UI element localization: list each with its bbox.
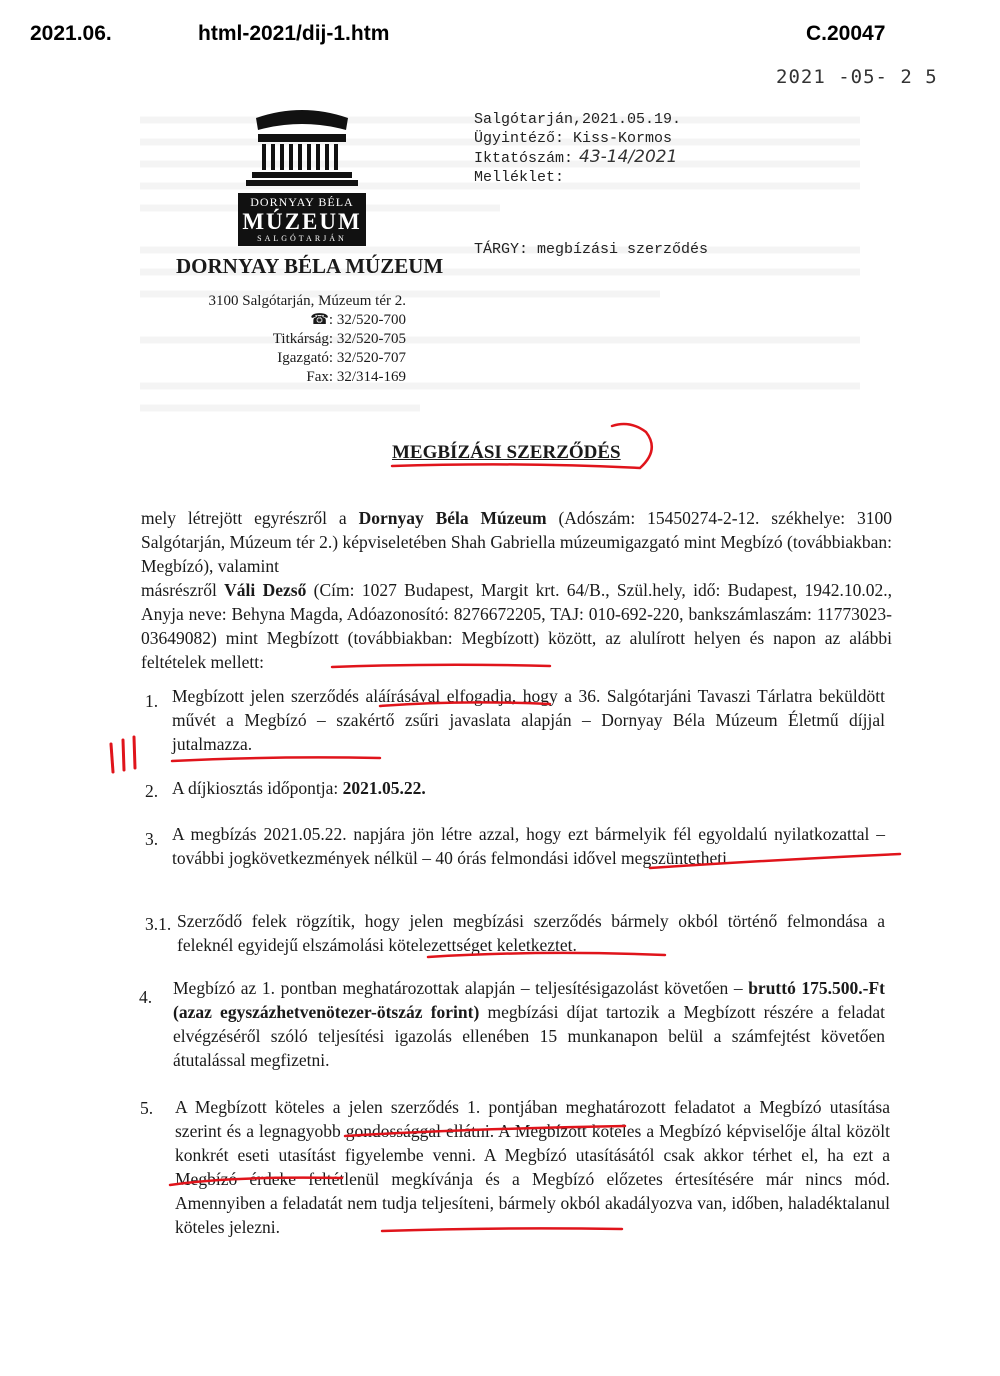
place-date: Salgótarján,2021.05.19.: [474, 111, 682, 128]
document-code: C.20047: [806, 22, 886, 45]
item-3-1-text: Szerződő felek rögzítik, hogy jelen megbízási szerződés bármely okból történő felmondása a feleknél egyidejű elszámolási kötelezettséget keletkeztet.: [177, 911, 885, 955]
item-3-text: A megbízás 2021.05.22. napjára jön létre azzal, hogy ezt bármelyik fél egyoldalú nyilatkozattal – további jogkövetkezmények nélkül – 40 órás felmondási idővel megszüntetheti.: [172, 824, 885, 868]
institution-secretariat: Titkárság: 32/520-705: [272, 331, 406, 347]
institution-fax: Fax: 32/314-169: [306, 369, 406, 385]
institution-contacts: [176, 292, 406, 387]
item-4-number: 4.: [139, 987, 153, 1007]
attachment-label: Melléklet:: [474, 169, 565, 186]
item-4-text: Megbízó az 1. pontban meghatározottak alapján – teljesítésigazolást követően – bruttó 175.500.-Ft (azaz egyszázhetvenötezer-ötszáz forint) megbízási díjat tartozik a Megbízott részére a feladat elvégzéséről szóló teljesítési igazolás ellenében 15 munkanapon belül a számfejtést követően átutalással megfizetni.: [173, 978, 885, 1070]
logo-line-1: DORNYAY BÉLA: [250, 195, 354, 209]
item-1-text: Megbízott jelen szerződés aláírásával elfogadja, hogy a 36. Salgótarjáni Tavaszi Tárlatra beküldött művét a Megbízó – szakértő zsűri javaslata alapján – Dornyay Béla Múzeum Életmű díjjal jutalmazza.: [172, 686, 885, 754]
date-code: 2021.06.: [30, 22, 112, 45]
institution-address: 3100 Salgótarján, Múzeum tér 2.: [208, 293, 406, 309]
file-path: html-2021/dij-1.htm: [198, 22, 390, 45]
file-number-row: [474, 148, 681, 168]
item-2-number: 2.: [145, 781, 159, 801]
margin-tally-marks: [111, 737, 135, 772]
intro-party-agent: másrészről Váli Dezső (Cím: 1027 Budapest, Margit krt. 64/B., Szül.hely, idő: Budapest, 1942.10.02., Anyja neve: Behyna Magda, Adóazonosító: 8276672205, TAJ: 010-692-220, bankszámlaszám: 11773023-03649082) mint Megbízott (továbbiakban: Megbízott) között, az alulírott helyen és napon az alábbi feltételek mellett:: [141, 580, 892, 672]
logo-line-2: MÚZEUM: [242, 209, 362, 234]
item-5-text: A Megbízott köteles a jelen szerződés 1. pontjában meghatározott feladatot a Megbízó utasítása szerint és a legnagyobb gondossággal ellátni. A Megbízott köteles a Megbízó képviselője által közölt konkrét eseti utasítást figyelembe venni. A Megbízó utasításától csak akkor térhet el, ha ezt a Megbízó érdeke feltétlenül megkívánja és a Megbízó előzetes értesítésére már nincs mód. Amennyiben a feladatát nem tudja teljesíteni, bármely okból akadályozva van, időben, haladéktalanul köteles jelezni.: [175, 1097, 890, 1237]
received-date-stamp: 2021 -05- 2 5: [776, 66, 938, 88]
museum-logo: [238, 104, 366, 244]
contract-title: MEGBÍZÁSI SZERZŐDÉS: [392, 442, 621, 463]
item-1-number: 1.: [145, 691, 159, 711]
file-number-label: Iktatószám:: [474, 150, 574, 167]
case-officer: Ügyintéző: Kiss-Kormos: [474, 130, 673, 147]
file-number-handwritten: 43-14/2021: [579, 147, 678, 167]
institution-director: Igazgató: 32/520-707: [277, 350, 406, 366]
subject-line: TÁRGY: megbízási szerződés: [474, 241, 709, 258]
item-5-number: 5.: [140, 1098, 154, 1118]
underline-lifetime-award: [172, 757, 380, 761]
intro-party-principal: mely létrejött egyrészről a Dornyay Béla Múzeum (Adószám: 15450274-2-12. székhelye: 3100 Salgótarján, Múzeum tér 2.) képviseletében Shah Gabriella múzeumigazgató mint Megbízó (továbbiakban: Megbízó), valamint: [141, 508, 892, 576]
item-2-text: A díjkiosztás időpontja: 2021.05.22.: [172, 778, 426, 798]
item-3-1-number: 3.1.: [145, 914, 172, 934]
item-3-number: 3.: [145, 829, 159, 849]
museum-building-icon: [238, 104, 366, 188]
logo-line-3: SALGÓTARJÁN: [257, 234, 347, 243]
institution-name: DORNYAY BÉLA MÚZEUM: [176, 254, 444, 278]
institution-phone: ☎: 32/520-700: [310, 312, 406, 328]
letter-meta: [474, 110, 681, 187]
